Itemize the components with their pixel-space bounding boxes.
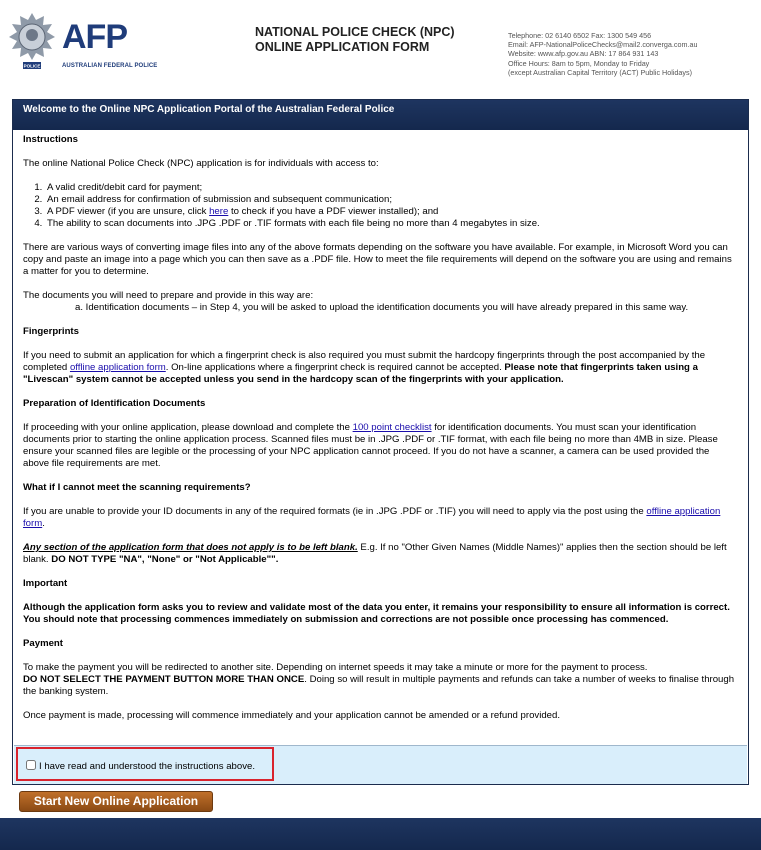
acknowledge-highlight <box>16 747 274 781</box>
contact-info <box>508 31 758 77</box>
acknowledge-checkbox[interactable] <box>26 760 36 770</box>
contact-website: Website: www.afp.gov.au ABN: 17 864 931 143 <box>508 49 659 59</box>
instructions-intro: The online National Police Check (NPC) application is for individuals with access to: <box>23 158 379 169</box>
logo-subtext: AUSTRALIAN FEDERAL POLICE <box>62 63 158 69</box>
list-item: a. Identification documents – in Step 4, you will be asked to upload the identification documents you will have already prepared in this same way. <box>75 302 689 313</box>
instructions-content <box>13 130 748 722</box>
logo-text: AFP <box>62 18 127 56</box>
start-application-button[interactable]: Start New Online Application <box>19 791 213 812</box>
contact-holidays: (except Australian Capital Territory (ACT) Public Holidays) <box>508 67 693 77</box>
payment-warning: DO NOT SELECT THE PAYMENT BUTTON MORE THAN ONCE. Doing so will result in multiple payments and refunds can take a number of weeks to finalise through the banking system. <box>23 674 735 697</box>
list-item: 1. A valid credit/debit card for payment; <box>45 182 738 194</box>
offline-form-link[interactable]: offline application form <box>69 362 166 373</box>
list-item: 3. A PDF viewer (if you are unsure, click here to check if you have a PDF viewer installed); and <box>45 206 738 218</box>
acknowledge-label[interactable]: I have read and understood the instructions above. <box>26 760 255 772</box>
list-item: 4. The ability to scan documents into .JPG .PDF or .TIF formats with each file being no more than 4 megabytes in size. <box>45 218 738 230</box>
fingerprints-paragraph: If you need to submit an application for which a fingerprint check is also required you must submit the hardcopy fingerprints through the post accompanied by the completed offline application form. On-line applications where a fingerprint check is required cannot be accepted. Please note that fingerprints taken using a "Livescan" system cannot be accepted unless you send in the hardcopy scan of the fingerprints with your application. <box>23 350 706 385</box>
documents-paragraph: The documents you will need to prepare and provide in this way are: <box>23 290 314 301</box>
scanning-paragraph: If you are unable to provide your ID documents in any of the required formats (ie in .JPG .PDF or .TIF) you will need to apply via the post using the offline application form. <box>23 506 721 529</box>
scanning-heading: What if I cannot meet the scanning requirements? <box>23 482 251 493</box>
badge-text: POLICE <box>23 63 41 69</box>
panel-heading: Welcome to the Online NPC Application Portal of the Australian Federal Police <box>13 100 748 130</box>
preparation-paragraph: If proceeding with your online application, please download and complete the 100 point checklist for identification documents. You must scan your identification documents prior to starting the online application process. Scanned files must be in .JPG .PDF or .TIF format, with each file being no more than 4MB in size. Please ensure your scanned files are legible or the processing of your NPC application cannot proceed. If you do not have a scanner, a camera can be used provided the above file requirements are met. <box>23 422 718 469</box>
documents-list <box>23 302 738 314</box>
convert-paragraph: There are various ways of converting image files into any of the above formats depending on the software you have available. For example, in Microsoft Word you can copy and paste an image into a page which you can then save as a .PDF file. How to meet the file requirements will depend on the software you are using and remains a matter for you to determine. <box>23 242 732 277</box>
blank-rule-paragraph: Any section of the application form that does not apply is to be left blank. E.g. If no "Other Given Names (Middle Names)" applies then the section should be left blank. DO NOT TYPE "NA", "None" or "Not Applicable"". <box>23 542 727 565</box>
police-badge-icon <box>6 10 58 76</box>
payment-line1: To make the payment you will be redirected to another site. Depending on internet speeds it may take a minute or more for the payment to process. <box>23 662 648 673</box>
contact-hours: Office Hours: 8am to 5pm, Monday to Friday <box>508 58 650 68</box>
pdf-check-link[interactable]: here <box>209 206 229 217</box>
page-title-line2: ONLINE APPLICATION FORM <box>255 40 430 54</box>
page-header <box>0 0 761 96</box>
page-title-line1: NATIONAL POLICE CHECK (NPC) <box>255 25 455 39</box>
instructions-heading: Instructions <box>23 134 78 145</box>
footer-bar <box>0 818 761 850</box>
important-heading: Important <box>23 578 68 589</box>
contact-phone: Telephone: 02 6140 6502 Fax: 1300 549 456 <box>508 31 652 40</box>
requirements-list <box>23 182 738 230</box>
list-item: 2. An email address for confirmation of submission and subsequent communication; <box>45 194 738 206</box>
offline-form-link[interactable]: offline application form <box>23 506 721 529</box>
contact-email: Email: AFP-NationalPoliceChecks@mail2.converga.com.au <box>508 40 698 50</box>
checklist-link[interactable]: 100 point checklist <box>352 422 432 433</box>
fingerprints-heading: Fingerprints <box>23 326 79 337</box>
important-paragraph: Although the application form asks you to review and validate most of the data you enter, it remains your responsibility to ensure all information is correct. You should note that processing commences immediately on submission and corrections are not possible once processing has commenced. <box>23 602 730 625</box>
payment-final: Once payment is made, processing will commence immediately and your application cannot be amended or a refund provided. <box>23 710 561 721</box>
afp-logo <box>6 8 158 76</box>
preparation-heading: Preparation of Identification Documents <box>23 398 206 409</box>
acknowledge-area <box>14 745 747 784</box>
payment-heading: Payment <box>23 638 63 649</box>
instructions-panel <box>12 99 749 785</box>
